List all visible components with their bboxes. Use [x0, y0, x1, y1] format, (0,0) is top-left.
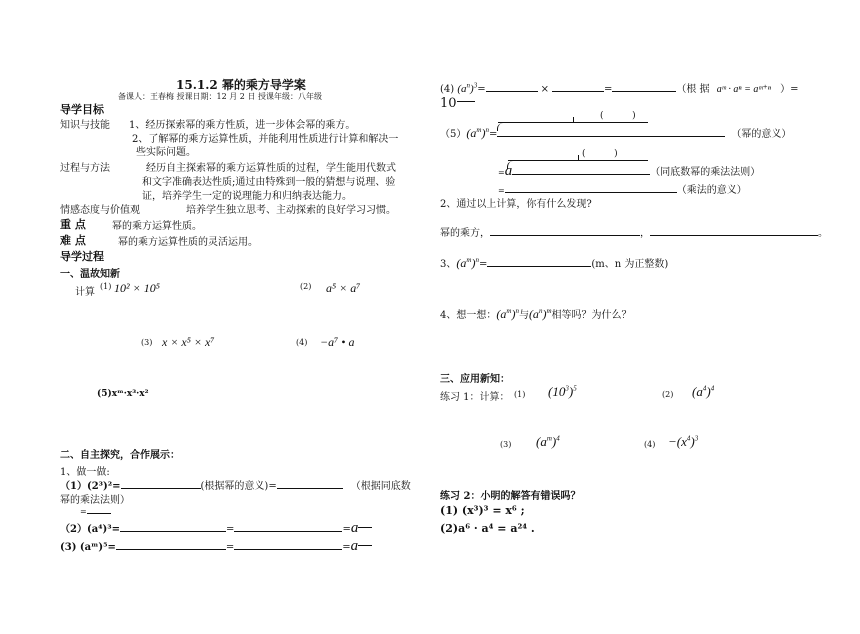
exercise-2-item-1: (1) (x³)³ = x⁶ ;	[440, 504, 525, 517]
question-4	[440, 306, 632, 322]
q3-expression: x × x⁵ × x⁷	[162, 335, 215, 349]
goal-process-1: 经历自主探索幂的乘方运算性质的过程，学生能用代数式	[146, 163, 396, 174]
r5-number: （5）	[440, 129, 467, 140]
goal-knowledge-1: 1、经历探索幂的乘方性质，进一步体会幂的乘方。	[129, 120, 356, 131]
q2-number: (2)	[300, 282, 312, 291]
ex1-num-3: (3)	[500, 440, 512, 449]
r4-exp-blank[interactable]	[457, 97, 475, 102]
r5-line-2	[498, 163, 760, 180]
q4-prefix: 4、想一想：	[440, 310, 497, 321]
section-3-title: 三、应用新知：	[440, 374, 510, 385]
q4-expr-2: $(a^n)^m$	[528, 307, 552, 321]
exercise-1-label: 练习 1：计算：	[440, 392, 510, 403]
r5-brace-label-2: ( )	[582, 149, 618, 159]
goal-emotion-text: 培养学生独立思考、主动探索的良好学习习惯。	[186, 205, 396, 216]
exercise-2-label: 练习 2：小明的解答有错误吗？	[440, 491, 581, 502]
q2-expression: a⁵ × a⁷	[326, 281, 361, 295]
key-point-text: 幂的乘方运算性质。	[112, 221, 202, 232]
r5-blank-1[interactable]	[497, 126, 725, 137]
do2-start: （2）(a⁴)³=	[60, 524, 121, 535]
exercise-2-item-2: (2)a⁶ · a⁴ = a²⁴ .	[440, 522, 535, 535]
q3-prefix: 3、	[440, 259, 457, 270]
r5-a: a	[504, 163, 513, 179]
r4-blank-3[interactable]	[612, 81, 676, 92]
do1-line	[60, 477, 411, 492]
do1-last	[80, 505, 111, 516]
r5-eq: =	[488, 129, 498, 140]
r4-rule: aᵐ · aⁿ = aᵐ⁺ⁿ	[716, 84, 771, 95]
ex1-expr-4: $-(x^4)^3$	[668, 434, 699, 449]
do3-eq-1: =	[225, 542, 235, 553]
q3-blank[interactable]	[487, 256, 591, 267]
key-point-label: 重 点	[60, 218, 86, 231]
heading-goals: 导学目标	[60, 103, 104, 116]
do2-eq-1: =	[226, 524, 235, 535]
goal-emotion-label: 情感态度与价值观	[60, 205, 140, 216]
question-3	[440, 255, 668, 271]
do1-reason-1: (根据幂的意义)=	[200, 481, 277, 492]
do3-start: (3) (aᵐ)⁵=	[60, 542, 116, 553]
page-title: 15.1.2 幂的乘方导学案	[176, 78, 306, 92]
r4-blank-1[interactable]	[486, 81, 538, 92]
q1-expression: 10² × 10⁵	[114, 281, 160, 295]
q3-eq: =	[478, 259, 488, 270]
power-rule-blank-2[interactable]	[650, 225, 818, 236]
do1-blank-3[interactable]	[87, 505, 111, 514]
r5-line-1	[440, 125, 791, 141]
r5-blank-2[interactable]	[512, 164, 650, 175]
power-rule-blank-1[interactable]	[490, 225, 640, 236]
power-rule-line	[440, 224, 828, 239]
r4-paren: （根 据	[676, 84, 710, 95]
ex1-expr-2: $(a^4)^4$	[692, 384, 715, 399]
r5-note-2: （同底数幂的乘法法则）	[650, 167, 761, 178]
r4-ten: 10	[440, 96, 457, 111]
ex1-expr-3: $(a^m)^4$	[536, 434, 560, 449]
q3-number: (3)	[141, 338, 153, 347]
calc-label: 计算	[75, 287, 95, 298]
q5-expression: (5)xᵐ·x³·x²	[97, 389, 149, 399]
do1-blank-2[interactable]	[277, 478, 343, 489]
do2-a: a	[350, 520, 359, 536]
r4-times: ×	[540, 84, 549, 95]
do2-line	[60, 520, 372, 537]
r4-number: (4)	[440, 84, 455, 95]
ex1-num-1: (1)	[514, 390, 526, 399]
q4-expr-1: $(a^m)^n$	[496, 307, 519, 321]
r5-note-3: （乘法的意义）	[676, 185, 747, 196]
goal-process-2: 和文字准确表达性质;通过由特殊到一般的猜想与说理、验	[142, 177, 396, 188]
r5-eq2: =	[498, 168, 505, 177]
do-title: 1、做一做:	[60, 467, 110, 478]
difficulty-label: 难 点	[60, 234, 86, 247]
lesson-meta: 备课人：王春梅 授课日期：12 月 2 日 授课年级：八年级	[118, 92, 322, 101]
do3-blank-1[interactable]	[116, 539, 226, 550]
ex1-num-2: (2)	[662, 390, 674, 399]
q3-expr: $(a^m)^n$	[456, 256, 479, 270]
do3-line	[60, 538, 372, 555]
do2-exp-blank[interactable]	[358, 523, 372, 528]
do2-eq-2: =	[342, 524, 351, 535]
do1-start: （1）(2³)²=	[60, 481, 121, 492]
power-rule-label: 幂的乘方，	[440, 228, 490, 239]
do1-reason-cont: 幂的乘法法则）	[60, 495, 130, 506]
goal-process-3: 证，培养学生一定的说理能力和归纳表达能力。	[142, 191, 352, 202]
do1-blank-1[interactable]	[121, 478, 201, 489]
r4-blank-2[interactable]	[552, 81, 604, 92]
section-1-title: 一、温故知新	[60, 269, 120, 280]
q3-note: (m、n 为正整数)	[591, 259, 669, 270]
goal-knowledge-2: 2、了解幂的乘方运算性质，并能利用性质进行计算和解决一	[132, 134, 399, 145]
section-2-title: 二、自主探究，合作展示：	[60, 450, 180, 461]
r5-note-1: （幂的意义）	[731, 129, 792, 140]
r4-close: ）=	[780, 84, 799, 95]
r5-blank-3[interactable]	[505, 182, 677, 193]
q4-number: (4)	[296, 338, 308, 347]
r5-eq3: =	[498, 186, 505, 195]
goal-knowledge-label: 知识与技能	[60, 120, 110, 131]
goal-knowledge-3: 些实际问题。	[136, 147, 196, 158]
ex1-num-4: (4)	[644, 440, 656, 449]
r4-expr: $(a^n)^3$	[457, 81, 478, 95]
r4-ten-line	[440, 96, 475, 111]
do2-blank-2[interactable]	[234, 521, 342, 532]
r5-brace-label-1: ( )	[600, 111, 636, 121]
difficulty-text: 幂的乘方运算性质的灵活运用。	[118, 237, 258, 248]
q1-number: (1)	[100, 282, 112, 291]
power-rule-period: 。	[818, 228, 828, 239]
do3-eq-2: =	[342, 542, 351, 553]
do3-exp-blank[interactable]	[358, 541, 372, 546]
r4-line	[440, 80, 799, 95]
q4-expression: −a⁷ • a	[320, 335, 355, 349]
r4-eq: =	[477, 84, 486, 95]
q4-end: 相等吗？为什么？	[551, 310, 632, 321]
ex1-expr-1: $(10^3)^5$	[548, 384, 577, 399]
heading-process: 导学过程	[60, 250, 104, 263]
power-rule-comma: ，	[640, 228, 650, 239]
question-2: 2、通过以上计算，你有什么发现?	[440, 199, 592, 210]
do1-reason-2: （根据同底数	[350, 481, 411, 492]
do2-blank-1[interactable]	[120, 521, 226, 532]
goal-process-label: 过程与方法	[60, 163, 110, 174]
do3-blank-2[interactable]	[234, 539, 342, 550]
r5-line-3	[498, 181, 747, 196]
q4-mid: 与	[518, 310, 529, 321]
do1-last-eq: =	[80, 507, 87, 516]
do3-a: a	[350, 538, 359, 554]
r4-eq2: =	[603, 84, 613, 95]
r5-expr: $(a^m)^n$	[466, 126, 489, 140]
